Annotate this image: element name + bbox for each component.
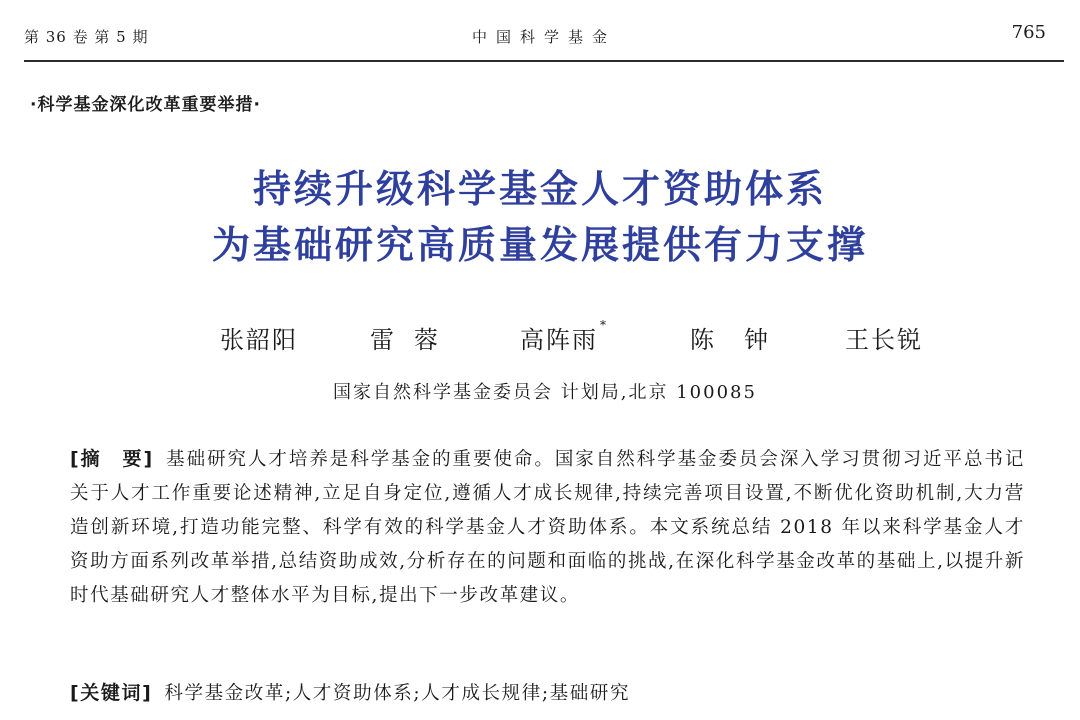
- author-4: [690, 320, 798, 355]
- author-name: 张韶阳: [220, 326, 298, 354]
- journal-name: 中国科学基金: [471, 28, 616, 46]
- column-label: ·科学基金深化改革重要举措·: [30, 95, 261, 115]
- running-header: [24, 18, 1064, 62]
- author-3: [520, 320, 606, 355]
- article-title-line-1: 持续升级科学基金人才资助体系: [252, 167, 827, 211]
- author-1: [220, 320, 298, 355]
- author-list: [0, 320, 1080, 360]
- keywords-label: [关键词]: [70, 682, 153, 704]
- keywords-text: 科学基金改革;人才资助体系;人才成长规律;基础研究: [164, 683, 631, 704]
- page-number: 765: [1011, 22, 1046, 43]
- article-title-line-2: 为基础研究高质量发展提供有力支撑: [211, 223, 868, 267]
- author-name: 陈钟: [690, 326, 798, 354]
- author-5: [845, 320, 923, 355]
- corresponding-author-mark: *: [600, 318, 606, 332]
- affiliation: 国家自然科学基金委员会 计划局,北京 100085: [333, 382, 757, 403]
- abstract: [70, 442, 1025, 613]
- author-name: 高阵雨: [520, 326, 598, 354]
- abstract-label: [摘 要]: [70, 448, 154, 470]
- keywords: [70, 678, 1025, 705]
- volume-issue: 第 36 卷 第 5 期: [24, 28, 149, 46]
- author-name: 王长锐: [845, 326, 923, 354]
- author-name: 雷蓉: [370, 326, 458, 354]
- abstract-text: 基础研究人才培养是科学基金的重要使命。国家自然科学基金委员会深入学习贯彻习近平总书记关于人才工作重要论述精神,立足自身定位,遵循人才成长规律,持续完善项目设置,不断优化资助机制,大力营造创新环境,打造功能完整、科学有效的科学基金人才资助体系。本文系统总结 2018 年以来科学基金人才资助方面系列改革举措,总结资助成效,分析存在的问题和面临的挑战,在深化科学基金改革的基础上,以提升新时代基础研究人才整体水平为目标,提出下一步改革建议。: [70, 449, 1025, 606]
- author-2: [370, 320, 458, 355]
